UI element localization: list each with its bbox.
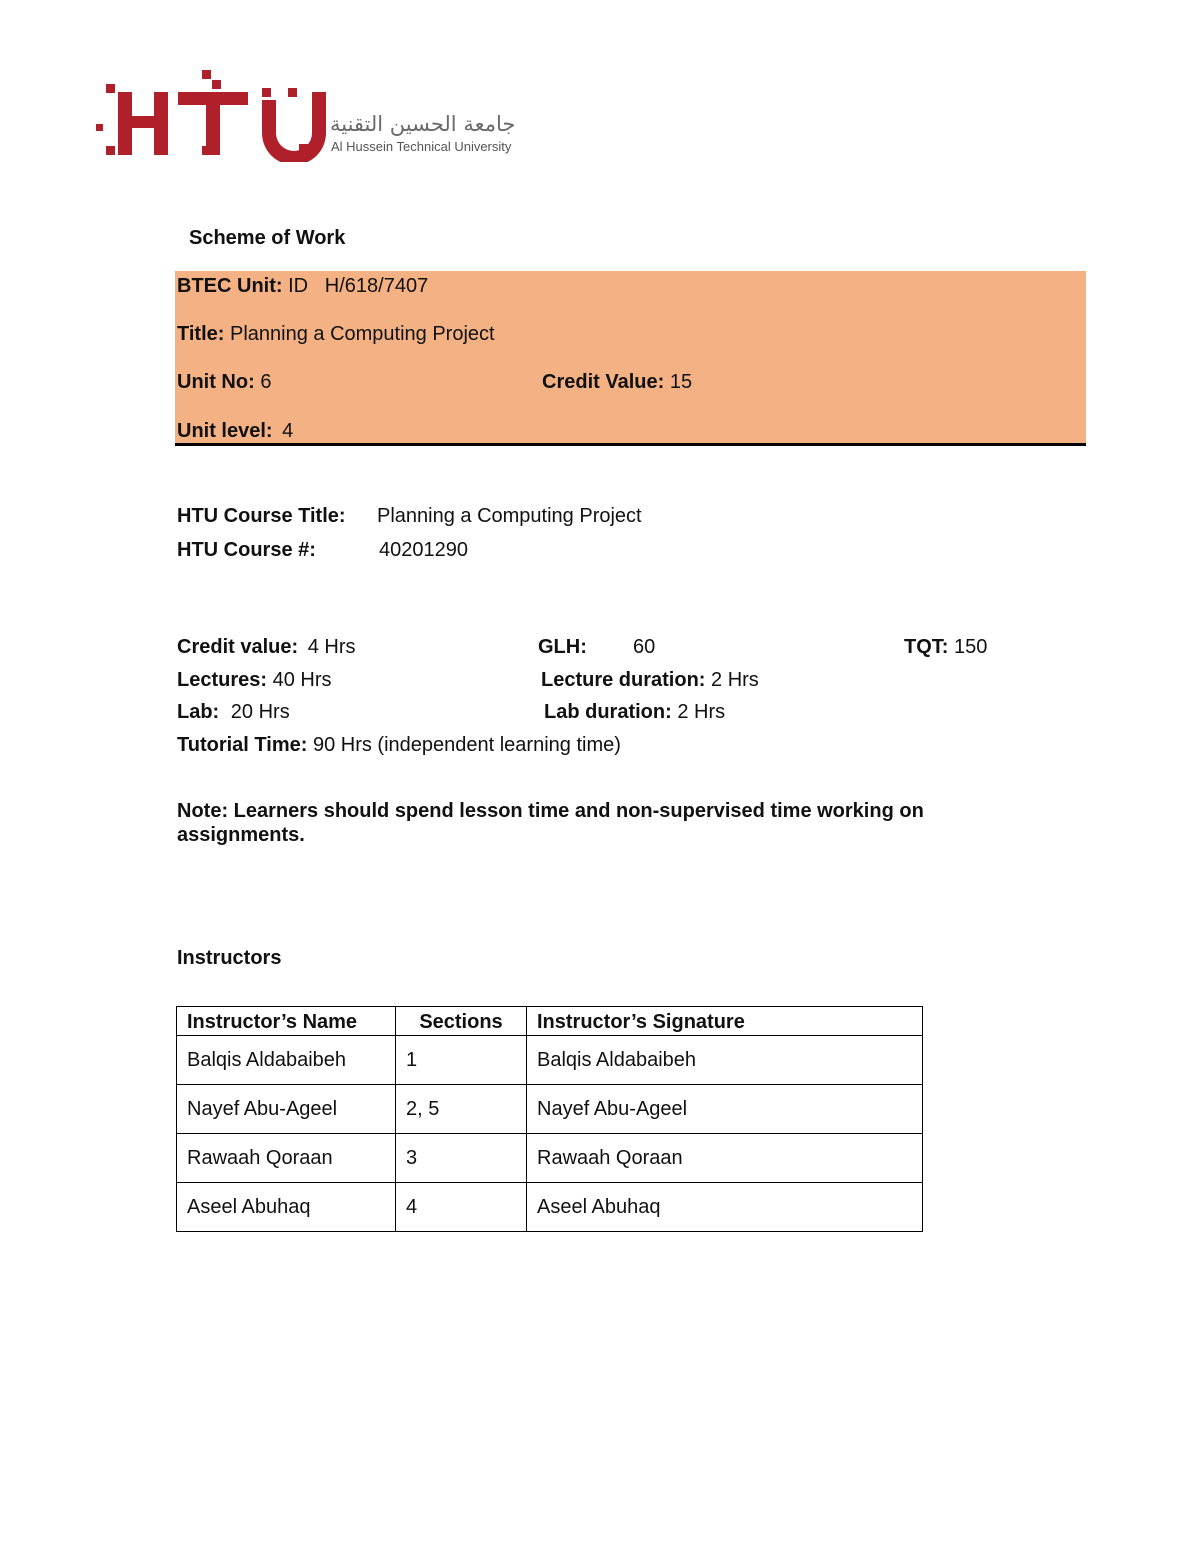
lectures-label: Lectures:: [177, 669, 268, 691]
unit-title-row: [177, 322, 495, 346]
unit-level-row: [177, 419, 293, 443]
unit-no-label: Unit No:: [177, 371, 255, 393]
table-row: [177, 1036, 923, 1085]
tqt-row: [904, 635, 987, 659]
lab-label: Lab:: [177, 701, 220, 723]
column-header-name: Instructor’s Name: [177, 1007, 396, 1036]
lab-duration-row: [544, 700, 725, 724]
course-number-value: 40201290: [379, 539, 468, 561]
instructors-heading: Instructors: [177, 947, 282, 969]
tutorial-row: [177, 733, 621, 757]
unit-no-value: 6: [260, 371, 272, 393]
glh-label: GLH:: [538, 636, 587, 658]
unit-title-label: Title:: [177, 323, 225, 345]
lecture-duration-label: Lecture duration:: [541, 669, 706, 691]
unit-no-row: [177, 370, 271, 394]
lectures-row: [177, 668, 332, 692]
instructor-signature: Nayef Abu-Ageel: [527, 1085, 923, 1134]
column-header-signature: Instructor’s Signature: [527, 1007, 923, 1036]
instructor-name: Aseel Abuhaq: [177, 1183, 396, 1232]
instructor-sections: 1: [396, 1036, 527, 1085]
unit-title-value: Planning a Computing Project: [229, 323, 495, 345]
instructors-table: [176, 1006, 923, 1232]
instructor-name: Balqis Aldabaibeh: [177, 1036, 396, 1085]
table-row: [177, 1183, 923, 1232]
table-header-row: [177, 1007, 923, 1036]
unit-level-label: Unit level:: [177, 420, 273, 442]
course-title-label: HTU Course Title:: [177, 505, 346, 527]
note-line-2: assignments.: [177, 824, 305, 846]
note-line-1: Note: Learners should spend lesson time and non-supervised time working on: [177, 800, 924, 822]
lecture-duration-value: 2 Hrs: [711, 669, 759, 691]
glh-value: 60: [633, 636, 656, 658]
credit-value-row: [177, 635, 356, 659]
column-header-sections: Sections: [396, 1007, 527, 1036]
instructor-sections: 2, 5: [396, 1085, 527, 1134]
instructor-name: Rawaah Qoraan: [177, 1134, 396, 1183]
lecture-duration-row: [541, 668, 759, 692]
tqt-label: TQT:: [904, 636, 949, 658]
btec-unit-label: BTEC Unit:: [177, 275, 283, 297]
instructor-sections: 3: [396, 1134, 527, 1183]
logo-arabic-name: جامعة الحسين التقنية: [330, 112, 516, 136]
unit-credit-row: [542, 370, 692, 394]
unit-credit-label: Credit Value:: [542, 371, 665, 393]
instructor-sections: 4: [396, 1183, 527, 1232]
instructor-name: Nayef Abu-Ageel: [177, 1085, 396, 1134]
btec-unit-row: [177, 274, 428, 298]
course-title-value: Planning a Computing Project: [377, 505, 642, 527]
course-number-label: HTU Course #:: [177, 539, 316, 561]
unit-credit-value: 15: [669, 371, 693, 393]
btec-unit-value: ID H/618/7407: [288, 275, 429, 297]
tutorial-label: Tutorial Time:: [177, 734, 308, 756]
lab-duration-label: Lab duration:: [544, 701, 672, 723]
lectures-value: 40 Hrs: [272, 669, 332, 691]
tqt-value: 150: [954, 636, 988, 658]
lab-row: [177, 700, 290, 724]
lab-duration-value: 2 Hrs: [677, 701, 726, 723]
page-title: Scheme of Work: [189, 227, 346, 249]
credit-value-value: 4 Hrs: [307, 636, 356, 658]
tutorial-value: 90 Hrs (independent learning time): [312, 734, 621, 756]
instructor-signature: Balqis Aldabaibeh: [527, 1036, 923, 1085]
table-row: [177, 1134, 923, 1183]
lab-value: 20 Hrs: [230, 701, 290, 723]
instructor-signature: Aseel Abuhaq: [527, 1183, 923, 1232]
credit-value-label: Credit value:: [177, 636, 299, 658]
unit-level-value: 4: [282, 420, 294, 442]
table-row: [177, 1085, 923, 1134]
instructor-signature: Rawaah Qoraan: [527, 1134, 923, 1183]
logo-english-name: Al Hussein Technical University: [331, 139, 512, 154]
